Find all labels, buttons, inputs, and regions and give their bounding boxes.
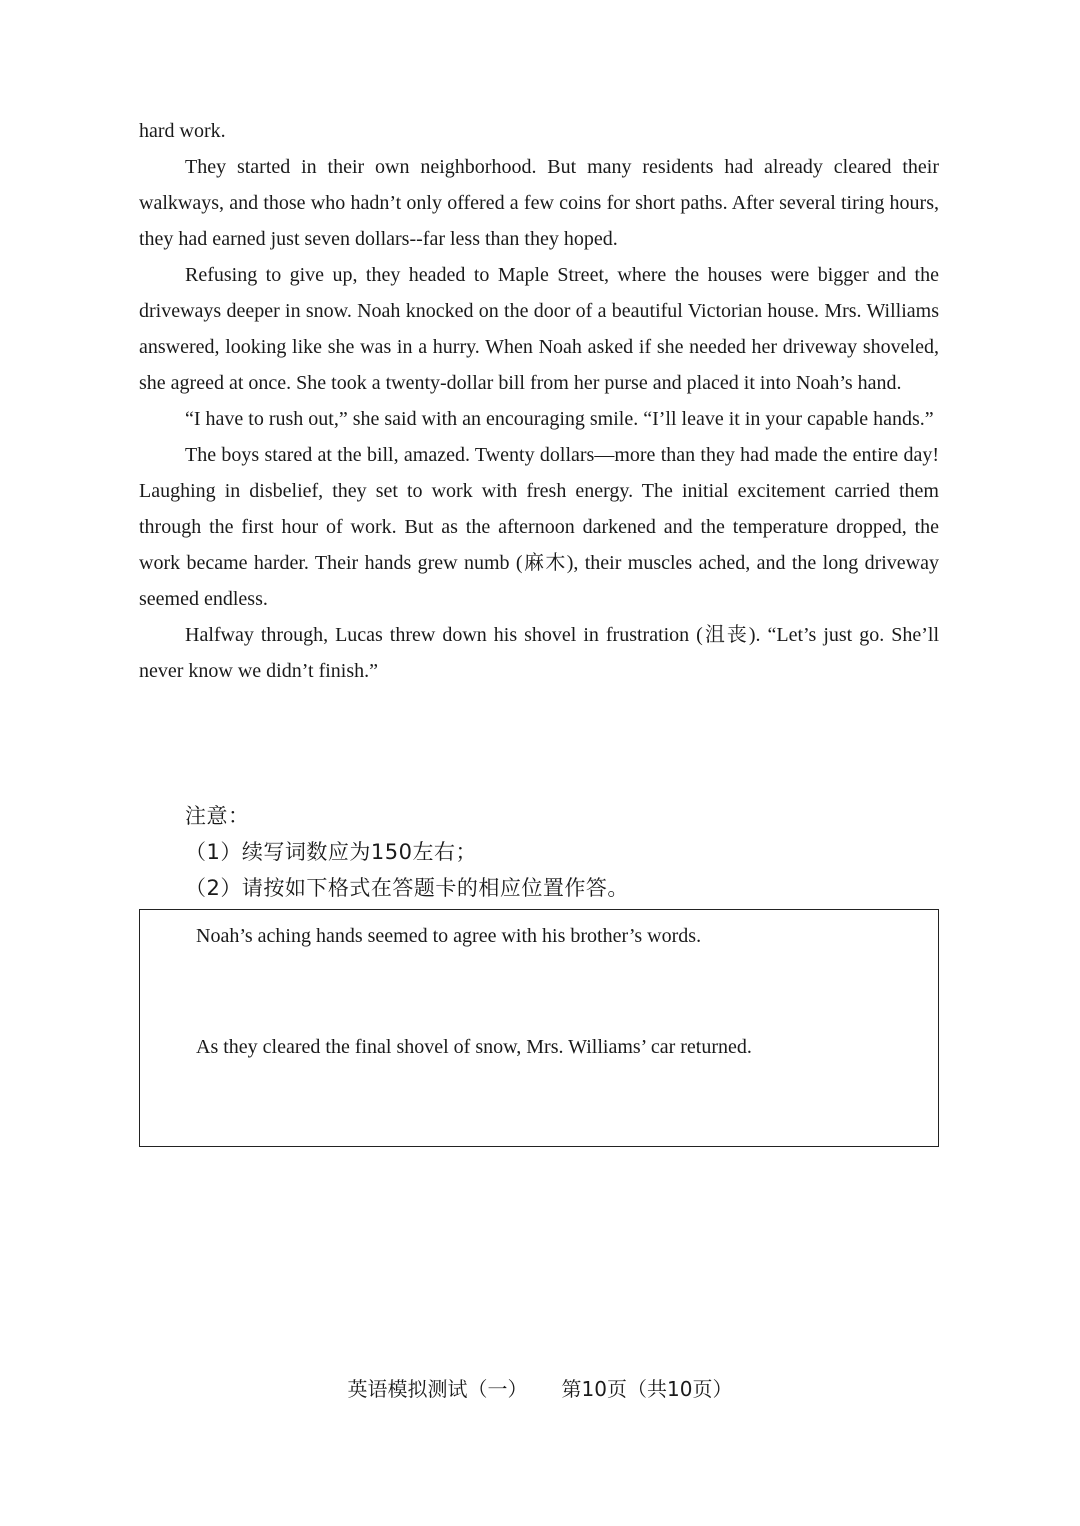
notes-heading: 注意：	[185, 804, 250, 828]
paragraph-maple-street: Refusing to give up, they headed to Maple Street, where the houses were bigger and the driveways deeper in snow. Noah knocked on the door of a beautiful Victorian house. Mrs. Williams answered, looking like she was in a hurry. When Noah asked if she needed her driveway shoveled, she agreed at once. She took a twenty-dollar bill from her purse and placed it into Noah’s hand.	[139, 264, 939, 394]
second-paragraph-prompt: As they cleared the final shovel of snow, Mrs. Williams’ car returned.	[196, 1036, 752, 1058]
story-passage	[139, 113, 939, 689]
footer-test-name: 英语模拟测试（一）	[347, 1377, 528, 1401]
paragraph-halfway: Halfway through, Lucas threw down his shovel in frustration (沮丧). “Let’s just go. She’ll never know we didn’t finish.”	[139, 624, 939, 682]
paragraph-quote: “I have to rush out,” she said with an encouraging smile. “I’ll leave it in your capable hands.”	[185, 408, 934, 430]
instructions-notes	[185, 798, 945, 906]
page-footer	[0, 1374, 1080, 1404]
footer-page-number: 第10页（共10页）	[561, 1377, 733, 1401]
note-word-count: （1）续写词数应为150左右；	[185, 840, 477, 864]
paragraph-twenty-dollars: The boys stared at the bill, amazed. Twenty dollars—more than they had made the entire day! Laughing in disbelief, they set to work with fresh energy. The initial excitement carried them through the first hour of work. But as the afternoon darkened and the temperature dropped, the work became harder. Their hands grew numb (麻木), their muscles ached, and the long driveway seemed endless.	[139, 444, 939, 610]
paragraph-neighborhood: They started in their own neighborhood. But many residents had already cleared their walkways, and those who hadn’t only offered a few coins for short paths. After several tiring hours, they had earned just seven dollars--far less than they hoped.	[139, 156, 939, 250]
answer-format-box	[139, 909, 939, 1147]
paragraph-continuation: hard work.	[139, 120, 226, 142]
first-paragraph-prompt: Noah’s aching hands seemed to agree with his brother’s words.	[196, 925, 702, 947]
note-answer-format: （2）请按如下格式在答题卡的相应位置作答。	[185, 876, 629, 900]
